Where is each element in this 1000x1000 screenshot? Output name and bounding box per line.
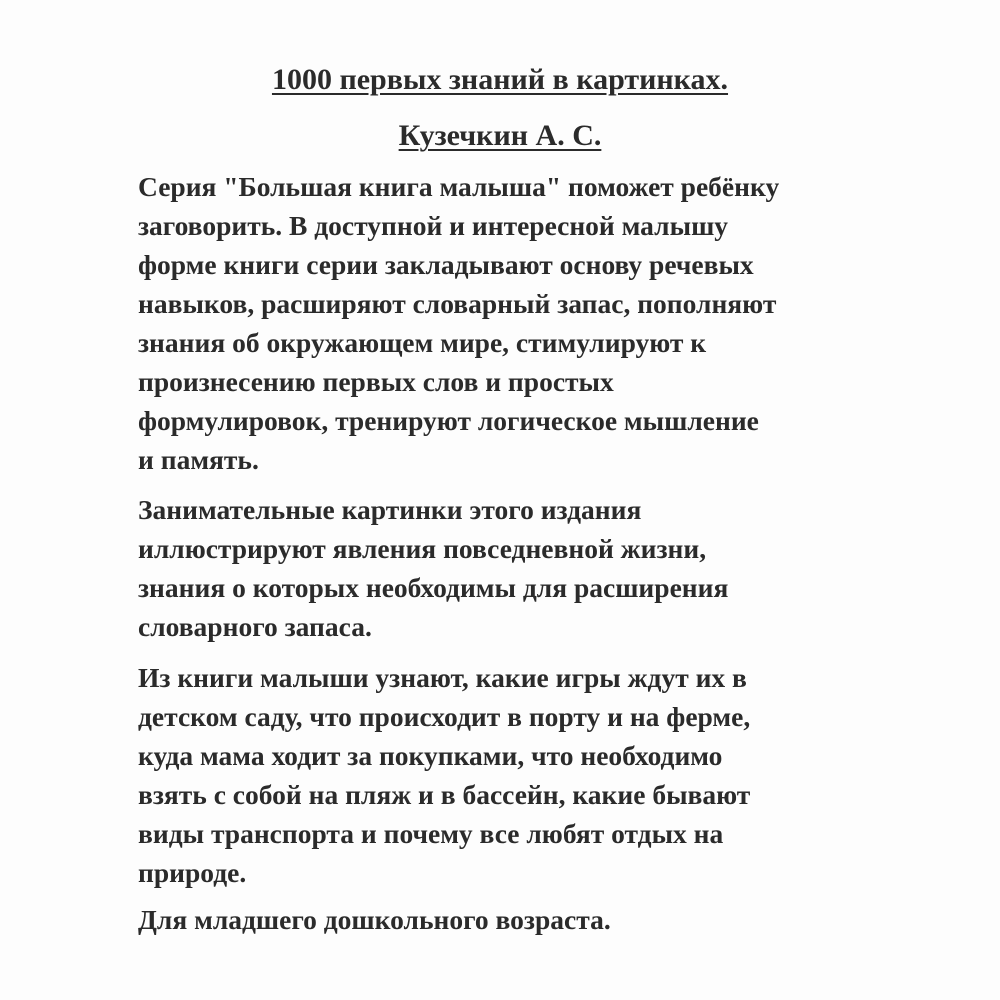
description-paragraph-2: [138, 490, 878, 646]
text-line: детском саду, что происходит в порту и на ферме,: [138, 701, 751, 732]
text-line: формулировок, тренируют логическое мышление: [138, 405, 759, 436]
text-line: заговорить. В доступной и интересной малышу: [138, 210, 729, 241]
text-line: Серия "Большая книга малыша" поможет ребёнку: [138, 171, 780, 202]
book-title: [0, 62, 1000, 98]
description-paragraph-3: [138, 658, 878, 892]
description-paragraph-1: [138, 167, 878, 479]
text-line: взять с собой на пляж и в бассейн, какие бывают: [138, 779, 751, 810]
text-line: и память.: [138, 444, 259, 475]
age-note: [138, 900, 878, 939]
text-line: иллюстрируют явления повседневной жизни,: [138, 533, 707, 564]
text-line: знания о которых необходимы для расширения: [138, 572, 729, 603]
text-line: навыков, расширяют словарный запас, пополняют: [138, 288, 777, 319]
text-line: природе.: [138, 857, 247, 888]
text-line: виды транспорта и почему все любят отдых на: [138, 818, 724, 849]
book-title-text: 1000 первых знаний в картинках.: [271, 63, 729, 96]
text-line: форме книги серии закладывают основу речевых: [138, 249, 754, 280]
text-line: куда мама ходит за покупками, что необходимо: [138, 740, 723, 771]
text-line: произнесению первых слов и простых: [138, 366, 614, 397]
text-line: Для младшего дошкольного возраста.: [138, 904, 611, 935]
book-author-text: Кузечкин А. С.: [398, 119, 602, 152]
text-line: Из книги малыши узнают, какие игры ждут их в: [138, 662, 747, 693]
text-line: знания об окружающем мире, стимулируют к: [138, 327, 707, 358]
text-line: Занимательные картинки этого издания: [138, 494, 642, 525]
book-author: [0, 118, 1000, 154]
text-line: словарного запаса.: [138, 611, 372, 642]
